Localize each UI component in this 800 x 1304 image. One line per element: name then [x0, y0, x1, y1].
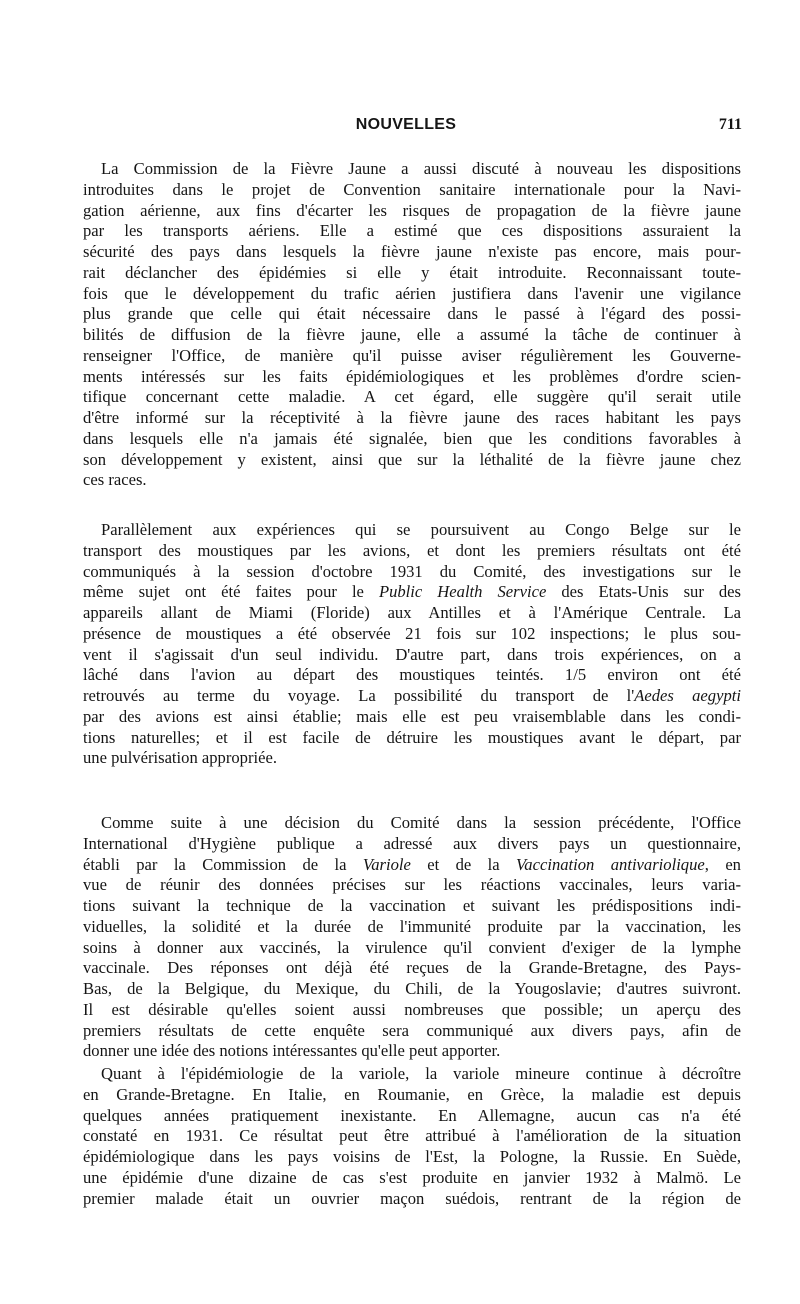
text-run: Quant à l'épidémiologie de la variole, la variole mineure continue à décroître: [101, 1064, 741, 1083]
text-line: [83, 284, 741, 305]
text-run: , en: [704, 854, 741, 874]
text-line: [83, 855, 741, 876]
text-run: premier malade était un ouvrier maçon suédois, rentrant de la région de: [83, 1188, 741, 1208]
text-run: en Grande-Bretagne. En Italie, en Roumanie, en Grèce, la maladie est depuis: [83, 1084, 741, 1104]
text-line: [83, 387, 741, 408]
running-title: NOUVELLES: [355, 116, 457, 133]
text-line: [83, 728, 741, 749]
text-line: [83, 304, 741, 325]
text-line: [83, 938, 741, 959]
text-line: [83, 1106, 741, 1127]
page-number: 711: [718, 116, 742, 133]
text-line: [83, 1021, 741, 1042]
text-line: [83, 242, 741, 263]
text-run: bilités de diffusion de la fièvre jaune, elle a assumé la tâche de continuer à: [83, 325, 741, 344]
text-line: [83, 470, 741, 491]
italic-text: Public Health Service: [378, 582, 547, 602]
text-line: [83, 707, 741, 728]
text-run: même sujet ont été faites pour le: [83, 582, 379, 602]
text-line: [83, 429, 741, 450]
text-run: vent il s'agissait d'un seul individu. D'autre part, dans trois expériences, on a: [83, 644, 741, 664]
text-line: [83, 541, 741, 562]
text-line: [83, 346, 741, 367]
text-line: [83, 408, 741, 429]
text-line: [83, 1041, 741, 1062]
text-run: épidémiologique dans les pays voisins de l'Est, la Pologne, la Russie. En Suède,: [83, 1147, 741, 1166]
text-line: [83, 1126, 741, 1147]
text-run: vue de réunir des données précises sur les réactions vaccinales, leurs varia-: [83, 875, 741, 895]
text-run: appareils allant de Miami (Floride) aux Antilles et à l'Amérique Centrale. La: [83, 603, 741, 622]
text-run: donner une idée des notions intéressantes qu'elle peut apporter.: [83, 1041, 501, 1061]
text-run: fois que le développement du trafic aérien justifiera dans l'avenir une vigilance: [83, 283, 741, 303]
text-line: [83, 958, 741, 979]
text-run: tifique concernant cette maladie. A cet égard, elle suggère qu'il serait utile: [83, 387, 741, 407]
text-run: tions suivant la technique de la vaccination et suivant les prédispositions indi-: [83, 896, 741, 915]
paragraph-variole-epidemiologie: [83, 1064, 741, 1209]
text-run: par des avions est ainsi établie; mais elle est peu vraisemblable dans les condi-: [83, 706, 741, 726]
text-run: dans lesquels elle n'a jamais été signalée, bien que les conditions favorables à: [83, 428, 741, 448]
paragraph-variole-questionnaire: [83, 813, 741, 1062]
text-line: [83, 1085, 741, 1106]
text-line: [83, 624, 741, 645]
text-line: [83, 159, 741, 180]
text-line: [83, 979, 741, 1000]
text-run: une épidémie d'une dizaine de cas s'est produite en janvier 1932 à Malmö. Le: [83, 1167, 741, 1187]
text-line: [83, 180, 741, 201]
text-line: [83, 201, 741, 222]
text-run: transport des moustiques par les avions, et dont les premiers résultats ont été: [83, 540, 741, 560]
text-run: des Etats-Unis sur des: [546, 582, 741, 602]
text-line: [83, 221, 741, 242]
text-line: [83, 1189, 741, 1210]
text-run: lâché dans l'avion au départ des moustiques teintés. 1/5 environ ont été: [83, 665, 741, 685]
text-line: [83, 263, 741, 284]
text-run: Il est désirable qu'elles soient aussi nombreuses que possible; un aperçu des: [83, 999, 741, 1019]
text-line: [83, 834, 741, 855]
text-run: ments intéressés sur les faits épidémiologiques et les problèmes d'ordre scien-: [83, 366, 741, 386]
text-run: sécurité des pays dans lesquels la fièvre jaune n'existe pas encore, mais pour-: [83, 242, 741, 261]
text-run: Parallèlement aux expériences qui se poursuivent au Congo Belge sur le: [101, 520, 741, 539]
italic-text: Variole: [362, 854, 411, 874]
text-run: premiers résultats de cette enquête sera communiqué aux divers pays, afin de: [83, 1020, 741, 1040]
text-line: [83, 1147, 741, 1168]
text-run: La Commission de la Fièvre Jaune a aussi discuté à nouveau les dispositions: [101, 159, 741, 178]
text-run: International d'Hygiène publique a adressé aux divers pays un questionnaire,: [83, 833, 741, 853]
text-line: [83, 562, 741, 583]
text-line: [83, 1064, 741, 1085]
text-run: son développement y existent, ainsi que sur la léthalité de la fièvre jaune chez: [83, 449, 741, 469]
text-line: [83, 813, 741, 834]
text-line: [83, 896, 741, 917]
text-run: ces races.: [83, 470, 147, 490]
text-line: [83, 520, 741, 541]
text-run: tions naturelles; et il est facile de détruire les moustiques avant le départ, par: [83, 727, 741, 747]
text-run: introduites dans le projet de Convention sanitaire internationale pour la Navi-: [83, 179, 741, 199]
text-run: gation aérienne, aux fins d'écarter les risques de propagation de la fièvre jaune: [83, 200, 741, 220]
text-line: [83, 603, 741, 624]
text-run: Bas, de la Belgique, du Mexique, du Chili, de la Yougoslavie; d'autres suivront.: [83, 979, 741, 998]
text-run: et de la: [410, 854, 517, 874]
text-run: viduelles, la solidité et la durée de l'immunité produite par la vaccination, les: [83, 916, 741, 936]
page-header: [70, 116, 742, 140]
text-run: constaté en 1931. Ce résultat peut être attribué à l'amélioration de la situation: [83, 1126, 741, 1146]
text-line: [83, 645, 741, 666]
text-line: [83, 450, 741, 471]
text-line: [83, 875, 741, 896]
text-line: [83, 1000, 741, 1021]
text-line: [83, 1168, 741, 1189]
italic-text: Vaccination antivariolique: [516, 854, 705, 874]
text-run: Comme suite à une décision du Comité dans la session précédente, l'Office: [101, 813, 741, 832]
text-run: communiqués à la session d'octobre 1931 du Comité, des investigations sur le: [83, 561, 741, 581]
text-line: [83, 917, 741, 938]
text-run: renseigner l'Office, de manière qu'il puisse aviser régulièrement les Gouverne-: [83, 345, 741, 365]
text-line: [83, 665, 741, 686]
text-run: quelques années pratiquement inexistante. En Allemagne, aucun cas n'a été: [83, 1105, 741, 1125]
text-run: présence de moustiques a été observée 21 fois sur 102 inspections; le plus sou-: [83, 623, 741, 643]
text-run: retrouvés au terme du voyage. La possibilité du transport de l': [83, 686, 635, 705]
text-run: une pulvérisation appropriée.: [83, 748, 277, 768]
text-line: [83, 582, 741, 603]
text-line: [83, 686, 741, 707]
text-run: établi par la Commission de la: [83, 854, 363, 874]
text-run: d'être informé sur la réceptivité à la fièvre jaune des races habitant les pays: [83, 408, 741, 427]
text-line: [83, 325, 741, 346]
paragraph-fievre-jaune: [83, 159, 741, 491]
text-run: rait déclancher des épidémies si elle y était introduite. Reconnaissant toute-: [83, 262, 741, 282]
italic-text: Aedes aegypti: [634, 686, 741, 705]
paragraph-moustiques: [83, 520, 741, 769]
text-run: soins à donner aux vaccinés, la virulence qu'il convient d'exiger de la lymphe: [83, 937, 741, 957]
text-run: vaccinale. Des réponses ont déjà été reçues de la Grande-Bretagne, des Pays-: [83, 958, 741, 978]
text-line: [83, 748, 741, 769]
text-run: par les transports aériens. Elle a estimé que ces dispositions assuraient la: [83, 221, 741, 241]
text-line: [83, 367, 741, 388]
text-run: plus grande que celle qui était nécessaire dans le passé à l'égard des possi-: [83, 304, 741, 324]
